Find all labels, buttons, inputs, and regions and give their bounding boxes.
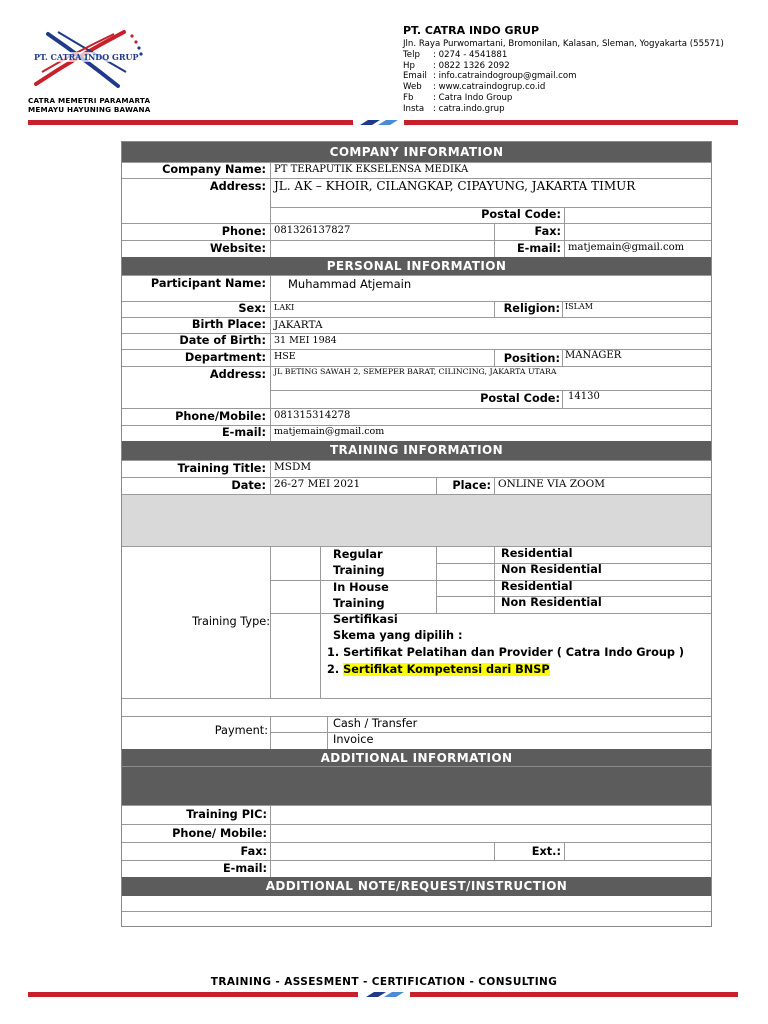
training-date-row	[122, 477, 711, 494]
sex-field[interactable]: LAKI	[274, 303, 295, 312]
regular-label-2: Training	[333, 564, 385, 577]
training-title-row	[122, 460, 711, 477]
payment-cash-option[interactable]: Cash / Transfer	[333, 717, 418, 730]
dob-field[interactable]: 31 MEI 1984	[274, 335, 337, 346]
skema-label: Skema yang dipilih :	[333, 629, 463, 642]
training-type-row	[122, 546, 711, 698]
personal-address-field[interactable]: JL BETING SAWAH 2, SEMEPER BARAT, CILINCING, JAKARTA UTARA	[274, 367, 557, 376]
inhouse-non-residential-option[interactable]: Non Residential	[501, 596, 602, 609]
personal-postal-label: Postal Code:	[480, 392, 560, 405]
training-place-field[interactable]: ONLINE VIA ZOOM	[498, 478, 606, 490]
training-gray-band	[122, 494, 711, 546]
company-phone-field[interactable]: 081326137827	[274, 225, 351, 236]
dob-label: Date of Birth:	[179, 334, 266, 347]
personal-phone-row	[122, 408, 711, 425]
regular-label-1: Regular	[333, 548, 383, 561]
participant-row	[122, 275, 711, 301]
note-field-line-2[interactable]	[122, 911, 711, 926]
company-contact-block	[403, 24, 753, 115]
training-date-label: Date:	[231, 479, 266, 492]
header-hp: Hp : 0822 1326 2092	[403, 60, 510, 71]
personal-phone-label: Phone/Mobile:	[175, 410, 266, 423]
footer-tagline: TRAINING - ASSESMENT - CERTIFICATION - CONSULTING	[210, 976, 558, 988]
company-website-row	[122, 240, 711, 257]
company-email-label: E-mail:	[516, 242, 561, 255]
personal-postal-field[interactable]: 14130	[568, 391, 600, 402]
note-field[interactable]	[122, 896, 711, 911]
personal-email-field[interactable]: matjemain@gmail.com	[274, 426, 385, 437]
training-date-field[interactable]: 26-27 MEI 2021	[274, 478, 361, 490]
motto-line-2: MEMAYU HAYUNING BAWANA	[28, 105, 151, 114]
company-name-label: Company Name:	[162, 163, 266, 176]
inhouse-label-2: Training	[333, 597, 385, 610]
regular-residential-option[interactable]: Residential	[501, 547, 573, 560]
department-label: Department:	[184, 351, 266, 364]
motto-line-1: CATRA MEMETRI PARAMARTA	[28, 96, 151, 105]
scheme-option-2-highlight: Sertifikat Kompetensi dari BNSP	[343, 663, 550, 676]
personal-email-row	[122, 425, 711, 441]
header-email: Email : info.catraindogroup@gmail.com	[403, 71, 577, 82]
personal-info-header: PERSONAL INFORMATION	[122, 257, 711, 275]
additional-email-label: E-mail:	[222, 862, 267, 875]
additional-fax-label: Fax:	[240, 845, 267, 858]
additional-phone-label: Phone/ Mobile:	[172, 827, 267, 840]
position-label: Position:	[503, 352, 560, 365]
position-field[interactable]: MANAGER	[565, 350, 622, 361]
logo-text: PT. CATRA INDO GRUP	[34, 52, 139, 62]
header-telp: Telp : 0274 - 4541881	[403, 49, 508, 60]
company-website-label: Website:	[210, 242, 266, 255]
company-address-label: Address:	[209, 180, 266, 193]
additional-dark-band	[122, 767, 711, 805]
training-spacer-row	[122, 698, 711, 716]
company-phone-label: Phone:	[221, 225, 266, 238]
header-fb: Fb : Catra Indo Group	[403, 92, 513, 103]
company-info-header: COMPANY INFORMATION	[122, 142, 711, 162]
sex-row	[122, 301, 711, 317]
training-title-label: Training Title:	[177, 462, 266, 475]
participant-field[interactable]: Muhammad Atjemain	[288, 277, 412, 291]
company-address-row	[122, 178, 711, 223]
header-stripe	[28, 120, 738, 125]
regular-non-residential-option[interactable]: Non Residential	[501, 563, 602, 576]
header-company-name: PT. CATRA INDO GRUP	[403, 24, 540, 37]
personal-email-label: E-mail:	[221, 426, 266, 439]
birth-place-label: Birth Place:	[191, 318, 266, 331]
payment-row	[122, 716, 711, 749]
company-postal-label: Postal Code:	[481, 208, 561, 221]
header-insta: Insta : catra.indo.grup	[403, 103, 505, 114]
additional-phone-row	[122, 824, 711, 842]
company-name-field[interactable]: PT TERAPUTIK EKSELENSA MEDIKA	[274, 164, 469, 175]
training-pic-row	[122, 805, 711, 824]
payment-label: Payment:	[214, 724, 268, 737]
header-address: Jln. Raya Purwomartani, Bromonilan, Kalasan, Sleman, Yogyakarta (55571)	[403, 39, 724, 49]
additional-ext-label: Ext.:	[531, 845, 561, 858]
personal-address-row	[122, 366, 711, 408]
company-email-field[interactable]: matjemain@gmail.com	[568, 242, 685, 253]
training-pic-label: Training PIC:	[186, 808, 267, 821]
birth-place-field[interactable]: JAKARTA	[274, 319, 323, 331]
training-title-field[interactable]: MSDM	[274, 461, 312, 473]
birth-place-row	[122, 317, 711, 333]
religion-label: Religion:	[503, 302, 560, 315]
training-place-label: Place:	[452, 479, 491, 492]
department-field[interactable]: HSE	[274, 351, 296, 362]
company-phone-row	[122, 223, 711, 240]
inhouse-residential-option[interactable]: Residential	[501, 580, 573, 593]
payment-invoice-option[interactable]: Invoice	[333, 733, 374, 746]
footer-stripe	[28, 992, 738, 997]
note-header: ADDITIONAL NOTE/REQUEST/INSTRUCTION	[122, 877, 711, 896]
header-web: Web : www.catraindogrup.co.id	[403, 82, 546, 93]
personal-phone-field[interactable]: 081315314278	[274, 410, 351, 421]
dob-row	[122, 333, 711, 349]
inhouse-label-1: In House	[333, 581, 389, 594]
scheme-option-1[interactable]: 1. Sertifikat Pelatihan dan Provider ( Catra Indo Group )	[327, 646, 685, 659]
additional-fax-row	[122, 842, 711, 860]
company-address-field[interactable]: JL. AK – KHOIR, CILANGKAP, CIPAYUNG, JAKARTA TIMUR	[274, 179, 636, 193]
personal-address-label: Address:	[209, 368, 266, 381]
sertifikasi-label: Sertifikasi	[333, 613, 398, 626]
sex-label: Sex:	[238, 302, 266, 315]
training-type-label: Training Type:	[192, 615, 270, 628]
participant-label: Participant Name:	[150, 277, 266, 290]
additional-info-header: ADDITIONAL INFORMATION	[122, 749, 711, 767]
company-name-row	[122, 162, 711, 178]
religion-field[interactable]: ISLAM	[565, 302, 593, 311]
training-info-header: TRAINING INFORMATION	[122, 441, 711, 460]
department-row	[122, 349, 711, 366]
additional-email-row	[122, 860, 711, 877]
registration-form	[121, 141, 712, 927]
scheme-option-2[interactable]: 2. Sertifikat Kompetensi dari BNSP	[327, 663, 550, 676]
company-fax-label: Fax:	[534, 225, 561, 238]
